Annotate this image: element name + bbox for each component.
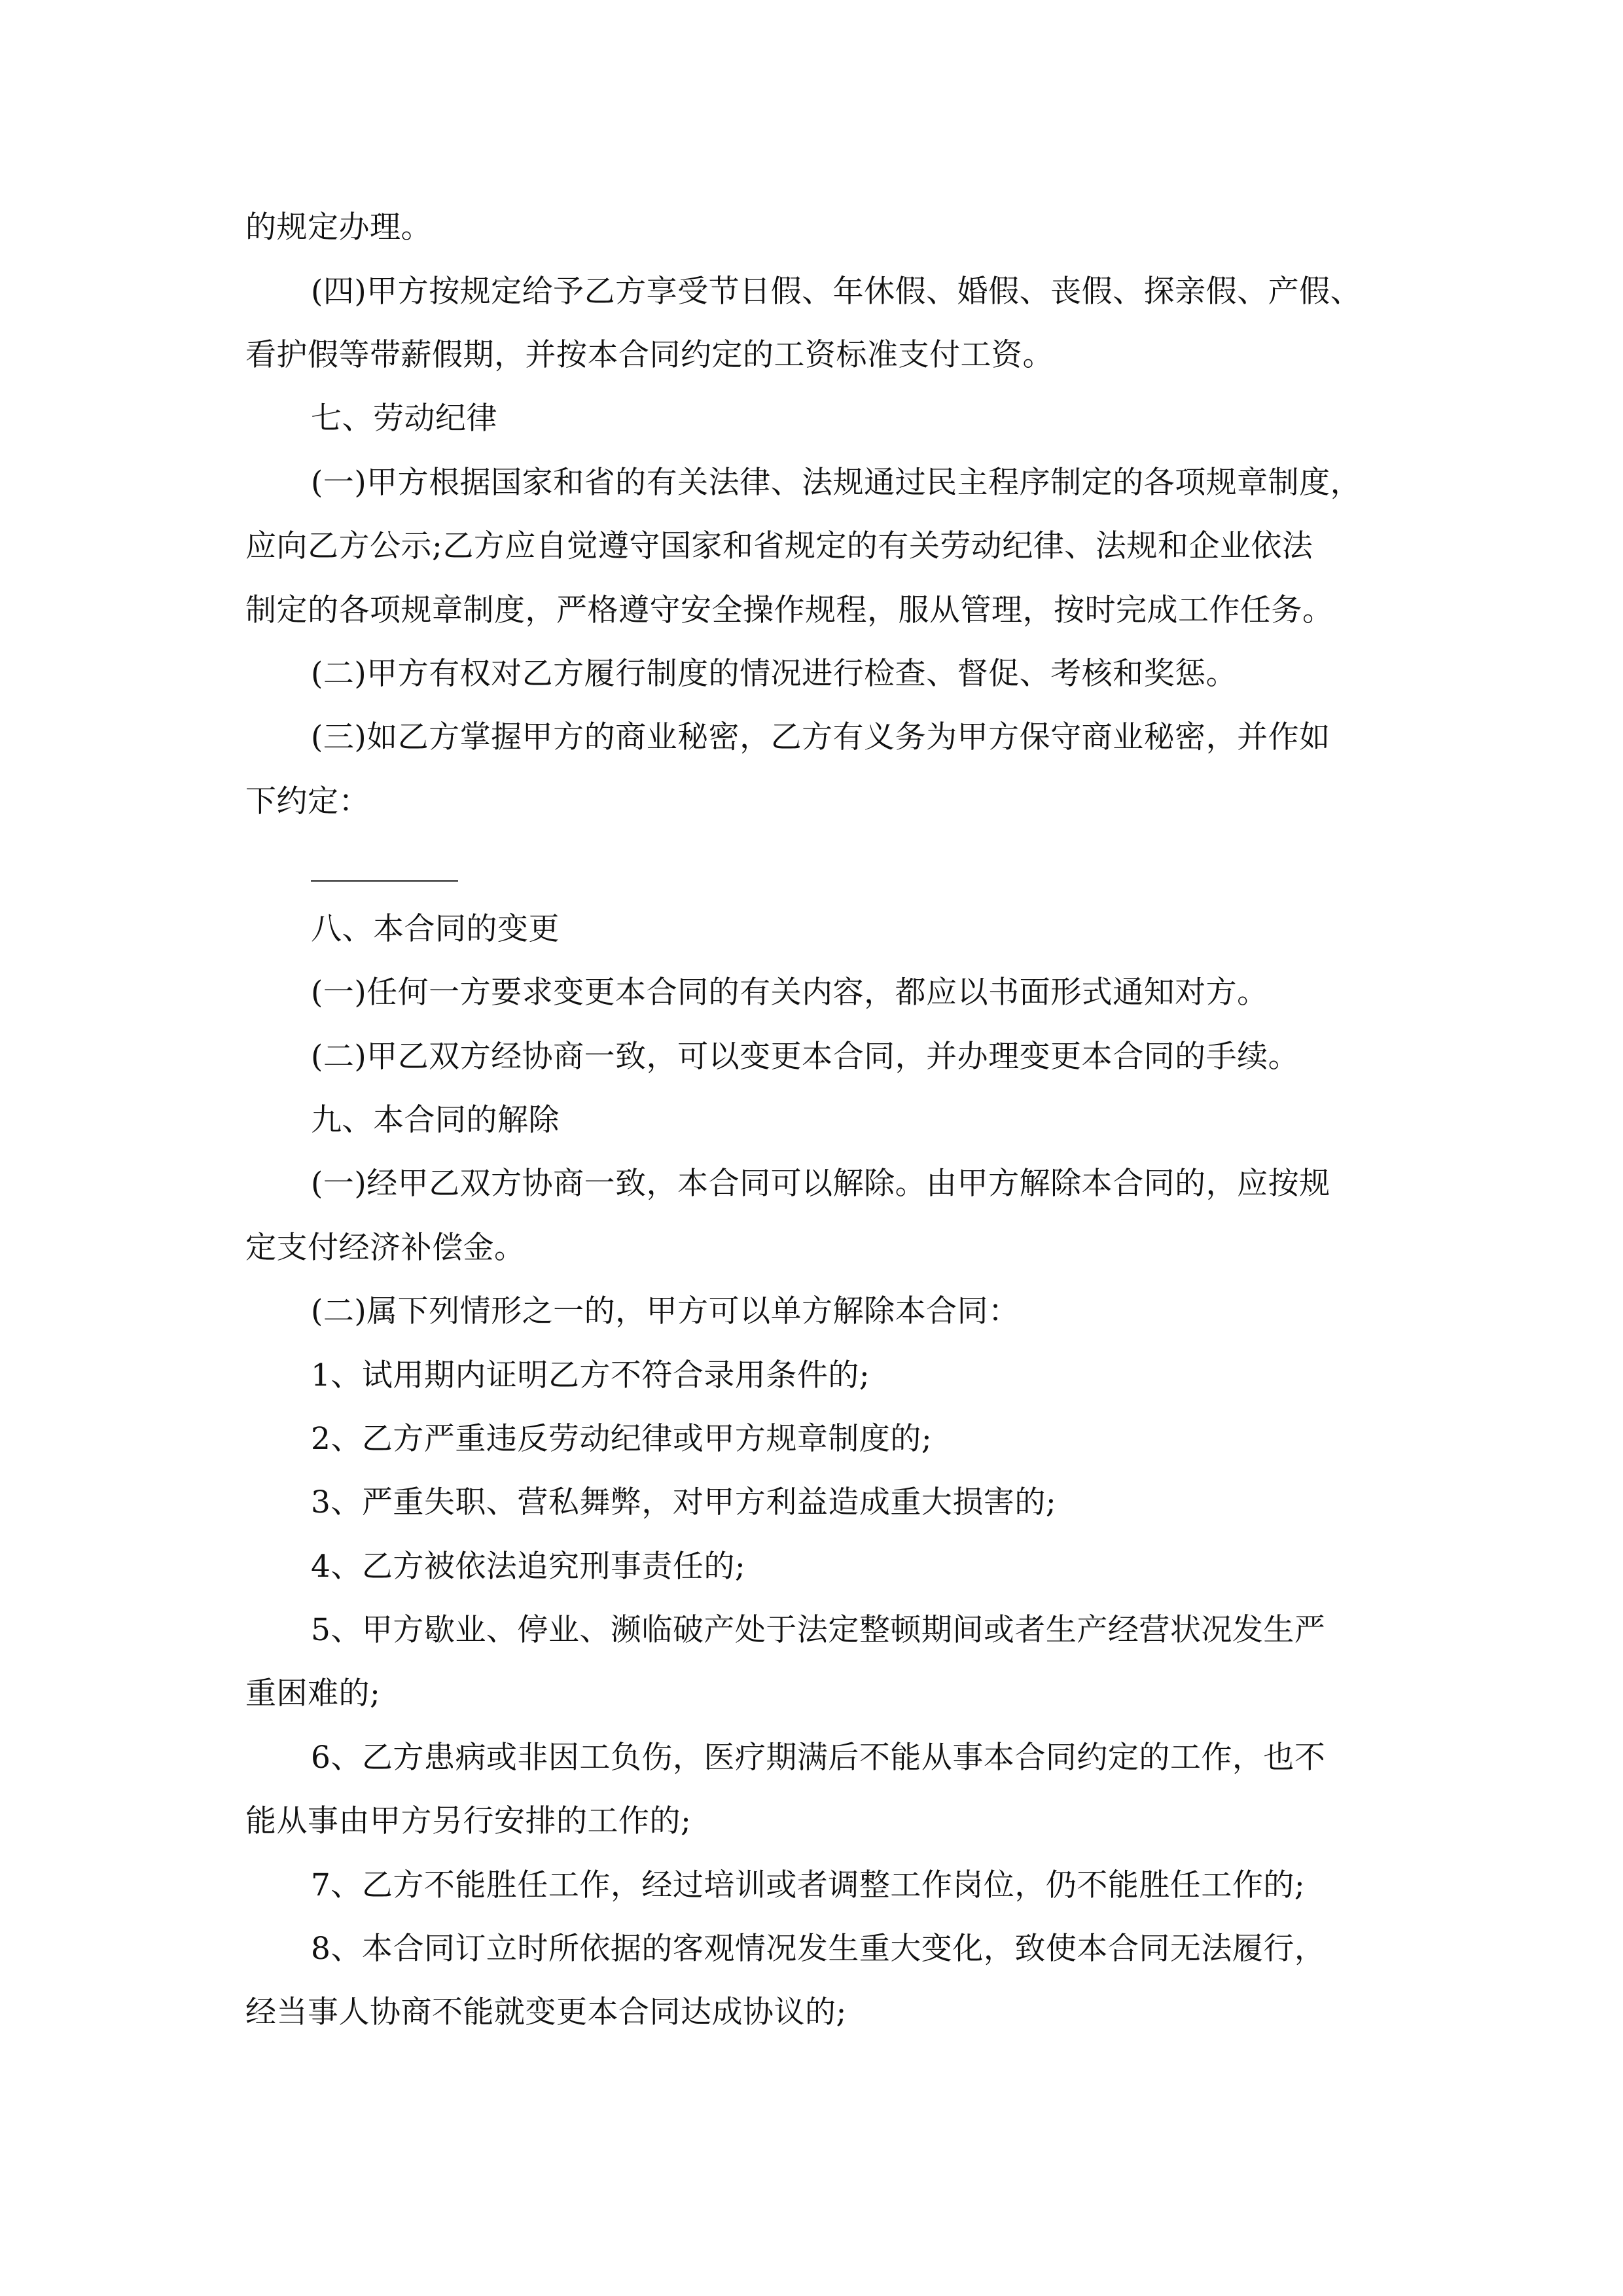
- text-line: 经当事人协商不能就变更本合同达成协议的;: [245, 1994, 847, 2030]
- text-line: (一)甲方根据国家和省的有关法律、法规通过民主程序制定的各项规章制度，: [311, 465, 1362, 501]
- text-line: 能从事由甲方另行安排的工作的;: [245, 1803, 692, 1839]
- text-line: (一)任何一方要求变更本合同的有关内容，都应以书面形式通知对方。: [311, 975, 1268, 1011]
- text-line: (三)如乙方掌握甲方的商业秘密，乙方有义务为甲方保守商业秘密，并作如: [311, 719, 1330, 755]
- text-line: (一)经甲乙双方协商一致，本合同可以解除。由甲方解除本合同的，应按规: [311, 1166, 1330, 1202]
- text-line: 应向乙方公示;乙方应自觉遵守国家和省规定的有关劳动纪律、法规和企业依法: [245, 528, 1313, 564]
- text-line: 定支付经济补偿金。: [245, 1230, 526, 1266]
- text-line: 制定的各项规章制度，严格遵守安全操作规程，服从管理，按时完成工作任务。: [245, 592, 1334, 628]
- section-heading: 八、本合同的变更: [311, 911, 560, 947]
- list-item: 8、本合同订立时所依据的客观情况发生重大变化，致使本合同无法履行，: [311, 1931, 1326, 1967]
- blank-fill-line: [311, 880, 458, 882]
- list-item: 3、严重失职、营私舞弊，对甲方利益造成重大损害的;: [311, 1484, 1057, 1520]
- text-line: 下约定：: [245, 783, 370, 819]
- text-line: 重困难的;: [245, 1676, 381, 1712]
- text-line: (四)甲方按规定给予乙方享受节日假、年休假、婚假、丧假、探亲假、产假、: [311, 274, 1362, 310]
- list-item: 2、乙方严重违反劳动纪律或甲方规章制度的;: [311, 1421, 933, 1457]
- text-line: 看护假等带薪假期，并按本合同约定的工资标准支付工资。: [245, 337, 1054, 373]
- list-item: 4、乙方被依法追究刑事责任的;: [311, 1549, 746, 1585]
- text-line: (二)属下列情形之一的，甲方可以单方解除本合同：: [311, 1293, 1020, 1329]
- list-item: 5、甲方歇业、停业、濒临破产处于法定整顿期间或者生产经营状况发生严: [311, 1612, 1326, 1648]
- list-item: 7、乙方不能胜任工作，经过培训或者调整工作岗位，仍不能胜任工作的;: [311, 1867, 1306, 1903]
- section-heading: 九、本合同的解除: [311, 1102, 560, 1138]
- text-line: (二)甲方有权对乙方履行制度的情况进行检查、督促、考核和奖惩。: [311, 656, 1238, 692]
- text-line: (二)甲乙双方经协商一致，可以变更本合同，并办理变更本合同的手续。: [311, 1039, 1300, 1075]
- list-item: 6、乙方患病或非因工负伤，医疗期满后不能从事本合同约定的工作，也不: [311, 1740, 1326, 1776]
- text-line: 的规定办理。: [245, 209, 432, 245]
- list-item: 1、试用期内证明乙方不符合录用条件的;: [311, 1357, 870, 1393]
- section-heading: 七、劳动纪律: [311, 401, 497, 437]
